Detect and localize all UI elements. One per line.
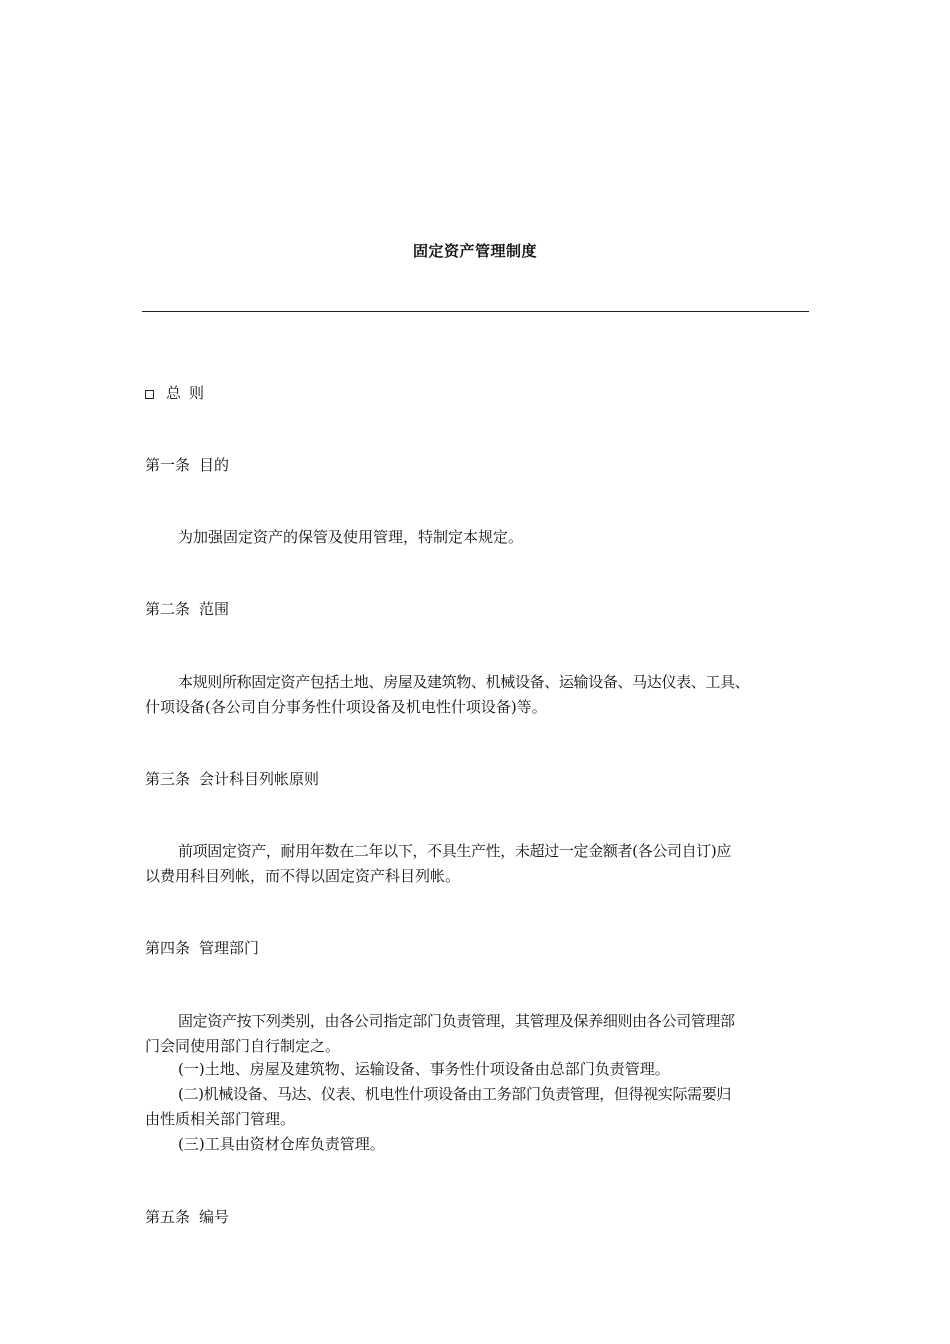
- article-4-body-line-2: 门会同使用部门自行制定之。: [145, 1037, 341, 1055]
- article-1-body: 为加强固定资产的保管及使用管理，特制定本规定。: [178, 528, 524, 546]
- article-2-body-line-2: 什项设备(各公司自分事务性什项设备及机电性什项设备)等。: [145, 698, 547, 716]
- article-4-item-3: (三)工具由资材仓库负责管理。: [178, 1135, 385, 1153]
- article-4-body-line-1: 固定资产按下列类别，由各公司指定部门负责管理，其管理及保养细则由各公司管理部: [178, 1012, 735, 1030]
- article-number: 第三条: [145, 770, 191, 788]
- article-number: 第五条: [145, 1208, 191, 1226]
- article-title: 目的: [199, 456, 230, 474]
- article-title: 编号: [199, 1208, 230, 1226]
- article-4-item-2-line-1: (二)机械设备、马达、仪表、机电性什项设备由工务部门负责管理，但得视实际需要归: [178, 1085, 732, 1103]
- document-title: 固定资产管理制度: [412, 242, 537, 260]
- article-2-body-line-1: 本规则所称固定资产包括土地、房屋及建筑物、机械设备、运输设备、马达仪表、工具、: [178, 673, 750, 691]
- article-4-item-2-line-2: 由性质相关部门管理。: [145, 1110, 296, 1128]
- article-heading-5: [145, 1207, 229, 1227]
- section-label: 总则: [166, 384, 213, 402]
- article-number: 第二条: [145, 600, 191, 618]
- article-3-body-line-2: 以费用科目列帐，而不得以固定资产科目列帐。: [145, 867, 461, 885]
- article-title: 会计科目列帐原则: [199, 770, 320, 788]
- article-title: 管理部门: [199, 939, 260, 957]
- article-heading-1: [145, 455, 229, 475]
- article-heading-4: [145, 938, 259, 958]
- article-heading-2: [145, 599, 229, 619]
- article-title: 范围: [199, 600, 230, 618]
- square-bullet-icon: [145, 390, 154, 399]
- article-number: 第一条: [145, 456, 191, 474]
- article-number: 第四条: [145, 939, 191, 957]
- section-heading-general: [145, 383, 212, 403]
- article-heading-3: [145, 769, 319, 789]
- article-3-body-line-1: 前项固定资产，耐用年数在二年以下，不具生产性，未超过一定金额者(各公司自订)应: [178, 842, 732, 860]
- article-4-item-1: (一)土地、房屋及建筑物、运输设备、事务性什项设备由总部门负责管理。: [178, 1060, 670, 1078]
- title-divider: [142, 311, 809, 312]
